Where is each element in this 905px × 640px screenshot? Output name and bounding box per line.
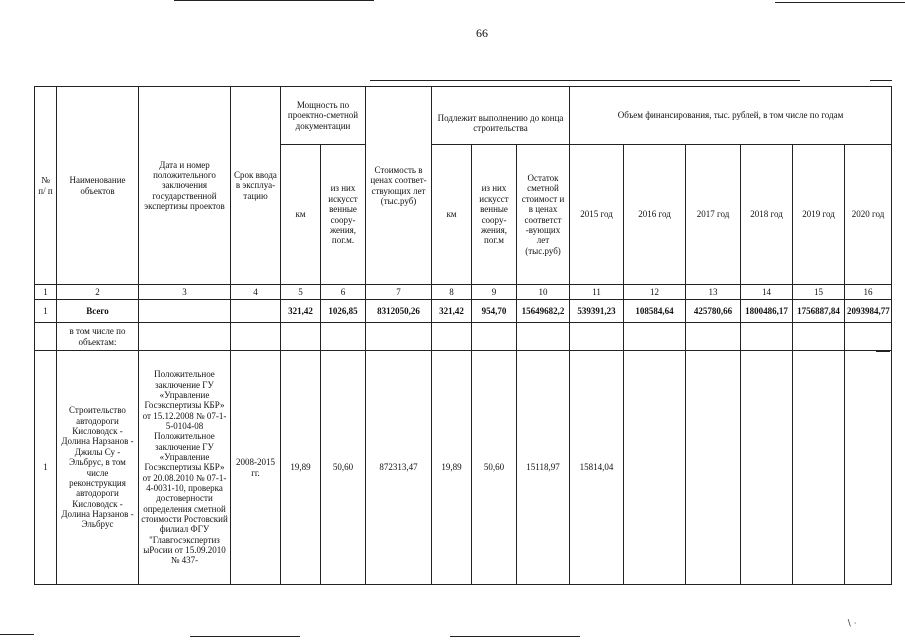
total-row-no: 1	[35, 300, 57, 323]
column-number: 9	[472, 285, 517, 300]
column-number: 3	[139, 285, 231, 300]
bottom-rule-right	[450, 636, 580, 637]
object-2015: 15814,04	[570, 351, 624, 585]
header-capacity-group: Мощность по проектно-сметной документации	[281, 87, 366, 145]
column-number: 6	[321, 285, 366, 300]
subheading-by-objects: в том числе по объектам:	[57, 323, 139, 351]
total-remaining-cost: 15649682,2	[517, 300, 570, 323]
top-rule-right	[775, 2, 905, 3]
object-row	[35, 351, 892, 585]
header-term: Срок ввода в эксплуа-тацию	[231, 87, 281, 285]
header-year-2019: 2019 год	[793, 145, 845, 285]
total-capacity-km: 321,42	[281, 300, 321, 323]
empty-cell	[624, 323, 686, 351]
total-2016: 108584,64	[624, 300, 686, 323]
object-remaining-struct: 50,60	[472, 351, 517, 585]
empty-cell	[793, 351, 845, 585]
empty-cell	[281, 323, 321, 351]
column-number-row	[35, 285, 892, 300]
total-row	[35, 300, 892, 323]
header-expertise: Дата и номер положительного заключения государственной экспертизы проектов	[139, 87, 231, 285]
object-name: Строительство автодороги Кисловодск - Долина Нарзанов - Джилы Су - Эльбрус, в том числе реконструкция автодороги Кисловодск - Долина Нарзанов - Эльбрус	[57, 351, 139, 585]
empty-cell	[793, 323, 845, 351]
object-remaining-cost: 15118,97	[517, 351, 570, 585]
empty-cell	[366, 323, 432, 351]
object-expertise: Положительное заключение ГУ «Управление Госэкспертизы КБР» от 15.12.2008 № 07-1-5-0104-08 Положительное заключение ГУ «Управление Госэкспертизы КБР» от 20.08.2010 № 07-1-4-0031-10, проверка достоверности определения сметной стоимости Ростовский филиал ФГУ "Главгосэкспертиз ыРосии от 15.09.2010 № 437-	[139, 351, 231, 585]
header-cost: Стоимость в ценах соответ-ствующих лет (тыс.руб)	[366, 87, 432, 285]
empty-cell	[686, 351, 741, 585]
empty-cell	[139, 300, 231, 323]
header-capacity-km: км	[281, 145, 321, 285]
header-year-2017: 2017 год	[686, 145, 741, 285]
empty-cell	[35, 323, 57, 351]
empty-cell	[139, 323, 231, 351]
column-number: 15	[793, 285, 845, 300]
empty-cell	[741, 323, 793, 351]
scan-mark: ∖ ∙	[846, 618, 857, 628]
column-number: 2	[57, 285, 139, 300]
empty-cell	[432, 323, 472, 351]
header-capacity-struct: из них искусст венные соору-жения, пог.м.	[321, 145, 366, 285]
total-2015: 539391,23	[570, 300, 624, 323]
header-remaining-km: км	[432, 145, 472, 285]
column-number: 16	[845, 285, 892, 300]
top-rule-left	[174, 0, 374, 1]
empty-cell	[231, 323, 281, 351]
column-number: 5	[281, 285, 321, 300]
empty-cell	[686, 323, 741, 351]
object-remaining-km: 19,89	[432, 351, 472, 585]
header-year-2018: 2018 год	[741, 145, 793, 285]
total-remaining-km: 321,42	[432, 300, 472, 323]
total-2018: 1800486,17	[741, 300, 793, 323]
column-number: 13	[686, 285, 741, 300]
column-number: 14	[741, 285, 793, 300]
total-2017: 425780,66	[686, 300, 741, 323]
empty-cell	[624, 351, 686, 585]
header-remaining-group: Подлежит выполнению до конца строительства	[432, 87, 570, 145]
object-row-no: 1	[35, 351, 57, 585]
table-top-rule	[370, 80, 800, 81]
header-remaining-cost: Остаток сметной стоимост и в ценах соответст -вующих лет (тыс.руб)	[517, 145, 570, 285]
column-number: 4	[231, 285, 281, 300]
column-number: 1	[35, 285, 57, 300]
bottom-rule-left	[0, 634, 34, 635]
column-number: 12	[624, 285, 686, 300]
total-row-label: Всего	[57, 300, 139, 323]
header-remaining-struct: из них искусст венные соору-жения, пог.м	[472, 145, 517, 285]
column-number: 11	[570, 285, 624, 300]
column-number: 8	[432, 285, 472, 300]
header-year-2015: 2015 год	[570, 145, 624, 285]
total-remaining-struct: 954,70	[472, 300, 517, 323]
object-capacity-struct: 50,60	[321, 351, 366, 585]
empty-cell	[845, 351, 892, 585]
total-capacity-struct: 1026,85	[321, 300, 366, 323]
column-number: 7	[366, 285, 432, 300]
total-2019: 1756887,84	[793, 300, 845, 323]
bottom-rule-mid	[190, 636, 300, 637]
empty-cell	[741, 351, 793, 585]
empty-cell	[845, 323, 892, 351]
header-year-2020: 2020 год	[845, 145, 892, 285]
header-year-2016: 2016 год	[624, 145, 686, 285]
object-capacity-km: 19,89	[281, 351, 321, 585]
empty-cell	[321, 323, 366, 351]
total-2020: 2093984,77	[845, 300, 892, 323]
construction-objects-table	[34, 86, 892, 585]
header-funding-group: Объем финансирования, тыс. рублей, в том числе по годам	[570, 87, 892, 145]
table-top-rule-right	[870, 80, 892, 81]
total-cost: 8312050,26	[366, 300, 432, 323]
object-cost: 872313,47	[366, 351, 432, 585]
header-name: Наименование объектов	[57, 87, 139, 285]
header-no: № п/ п	[35, 87, 57, 285]
object-term: 2008-2015 гг.	[231, 351, 281, 585]
subheading-row	[35, 323, 892, 351]
empty-cell	[231, 300, 281, 323]
column-number: 10	[517, 285, 570, 300]
empty-cell	[517, 323, 570, 351]
page-number: 66	[476, 26, 488, 40]
empty-cell	[472, 323, 517, 351]
empty-cell	[570, 323, 624, 351]
